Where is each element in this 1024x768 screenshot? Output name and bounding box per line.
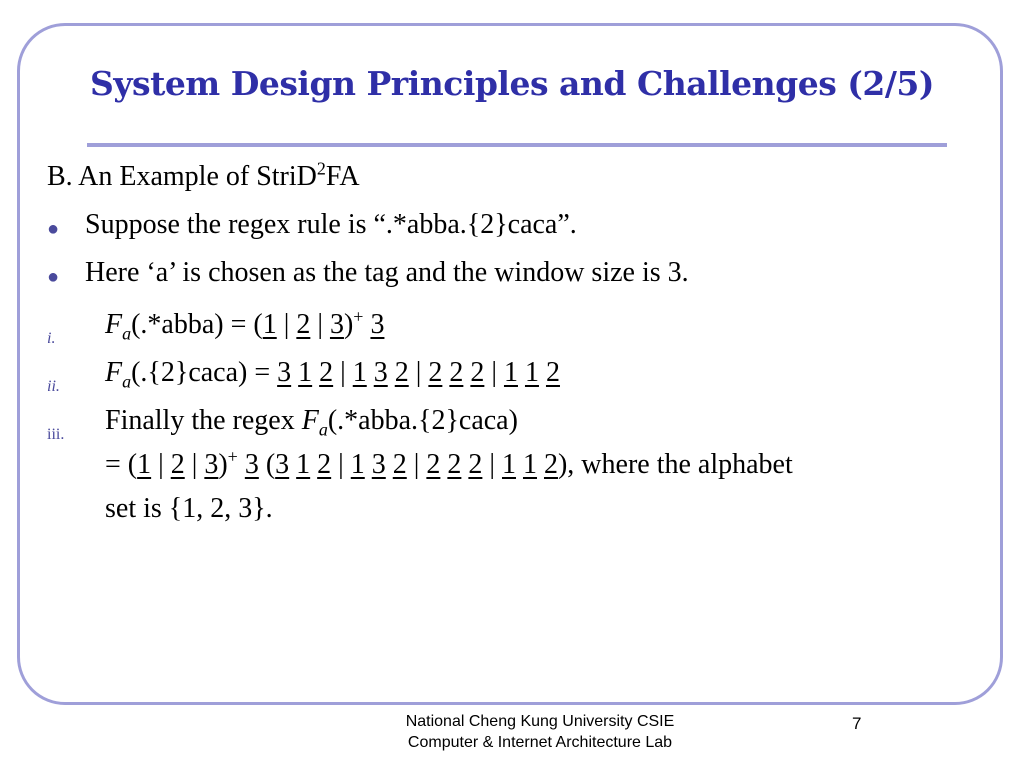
footer [0,711,1024,753]
section-tail: FA [325,161,360,192]
page-number: 7 [852,714,862,733]
separator: | [283,309,290,340]
separator: | [191,449,198,480]
list-marker: iii. [47,426,65,443]
list-item [105,404,518,438]
token: 1 [137,449,152,480]
section-label: B. An Example of StriD [47,161,317,192]
list-item [105,356,560,390]
slide-title: System Design Principles and Challenges (2/5) [89,64,935,103]
token: 2 [470,357,485,388]
function-symbol: F [301,405,319,436]
separator: | [489,449,495,480]
token: 1 [350,449,365,480]
token: 2 [447,449,462,480]
footer-institution: National Cheng Kung University CSIE [405,713,675,730]
token: 2 [468,449,483,480]
expr-text: (.*abba) = ( [131,309,263,340]
token: 2 [392,449,407,480]
expr-text: Finally the regex [105,405,302,436]
token: 2 [543,449,558,480]
token: 3 [277,357,292,388]
token: 1 [503,357,518,388]
token: 1 [522,449,537,480]
list-item [105,308,384,342]
expr-text: (.{2}caca) = [131,357,278,388]
section-sup: 2 [316,158,326,179]
bullet-text: Suppose the regex rule is “.*abba.{2}caca”. [85,209,577,240]
function-subscript: a [122,323,132,344]
token: 3 [275,449,290,480]
token: 2 [394,357,409,388]
plus-sup: + [227,446,238,467]
token: 1 [298,357,313,388]
expr-text: ) [343,309,354,340]
token: 3 [244,449,259,480]
section-heading [47,160,360,194]
title-divider [87,143,947,147]
expr-text: ), where the alphabet [557,449,793,480]
separator: | [413,449,420,480]
token: 2 [428,357,443,388]
token: 2 [426,449,441,480]
list-item-continuation [105,448,793,482]
token: 1 [501,449,516,480]
expr-text: = ( [105,449,138,480]
token: 2 [296,309,311,340]
bullet-text: Here ‘a’ is chosen as the tag and the window size is 3. [85,257,689,288]
token: 2 [170,449,185,480]
token: 1 [262,309,277,340]
function-subscript: a [318,419,328,440]
list-item-continuation: set is {1, 2, 3}. [105,493,273,524]
separator: | [338,449,344,480]
footer-lab: Computer & Internet Architecture Lab [407,734,673,751]
expr-text: (.*abba.{2}caca) [327,405,518,436]
expr-text: ( [258,449,276,480]
token: 3 [329,309,344,340]
bullet-dot-icon: ● [47,218,60,240]
token: 2 [319,357,334,388]
expr-text: ) [218,449,228,480]
token: 3 [370,309,385,340]
separator: | [415,357,422,388]
token: 1 [524,357,539,388]
plus-sup: + [353,306,364,327]
token: 3 [373,357,388,388]
token: 2 [545,357,560,388]
separator: | [340,357,346,388]
token: 1 [352,357,367,388]
list-marker: i. [47,330,56,347]
function-subscript: a [122,371,132,392]
token: 3 [371,449,386,480]
separator: | [317,309,323,340]
list-marker: ii. [47,378,60,395]
token: 1 [296,449,311,480]
function-symbol: F [105,357,123,388]
token: 2 [317,449,332,480]
function-symbol: F [105,309,123,340]
token: 3 [204,449,219,480]
bullet-dot-icon: ● [47,266,60,288]
separator: | [158,449,164,480]
token: 2 [449,357,464,388]
separator: | [491,357,497,388]
